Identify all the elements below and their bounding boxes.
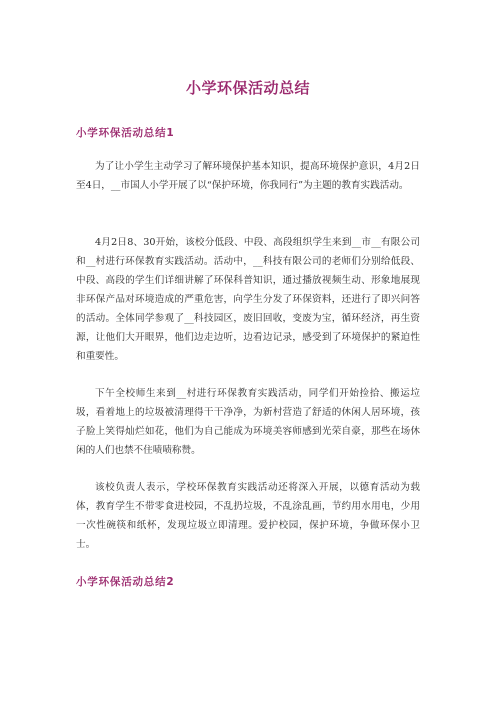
page-title: 小学环保活动总结 [185,79,310,97]
paragraph-3: 下午全校师生来到__村进行环保教育实践活动，同学们开始捡拾、搬运垃圾，看着地上的垃圾被清理得干干净净，为新村营造了舒适的休闲人居环境，孩子脸上笑得灿烂如花，他们为自己能成为环境美容师感到光荣自豪，那些在场休闲的人们也禁不住啧啧称赞。 [76,388,420,456]
paragraph-2: 4月2日8、30开始，该校分低段、中段、高段组织学生来到__市__有限公司和__村进行环保教育实践活动。活动中，__科技有限公司的老师们分别给低段、中段、高段的学生们详细讲解了环保科普知识，通过播放视频生动、形象地展现非环保产品对环境造成的严重危害，向学生分发了环保资料，还进行了即兴问答的活动。全体同学参观了__科技园区，废旧回收，变废为宝，循环经济，再生资源，让他们大开眼界，他们边走边听，边看边记录，感受到了环境保护的紧迫性和重要性。 [76,237,420,362]
section-heading-1: 小学环保活动总结1 [76,127,175,139]
section-heading-2: 小学环保活动总结2 [76,576,175,588]
paragraph-1: 为了让小学生主动学习了解环境保护基本知识，提高环境保护意识，4月2日至4日，__市国人小学开展了以“保护环境，你我同行”为主题的教育实践活动。 [76,161,420,191]
paragraph-4: 该校负责人表示，学校环保教育实践活动还将深入开展，以德育活动为载体，教育学生不带零食进校园，不乱扔垃圾，不乱涂乱画，节约用水用电，少用一次性碗筷和纸杯，发现垃圾立即清理。爱护校园，保护环境，争做环保小卫士。 [76,482,420,550]
